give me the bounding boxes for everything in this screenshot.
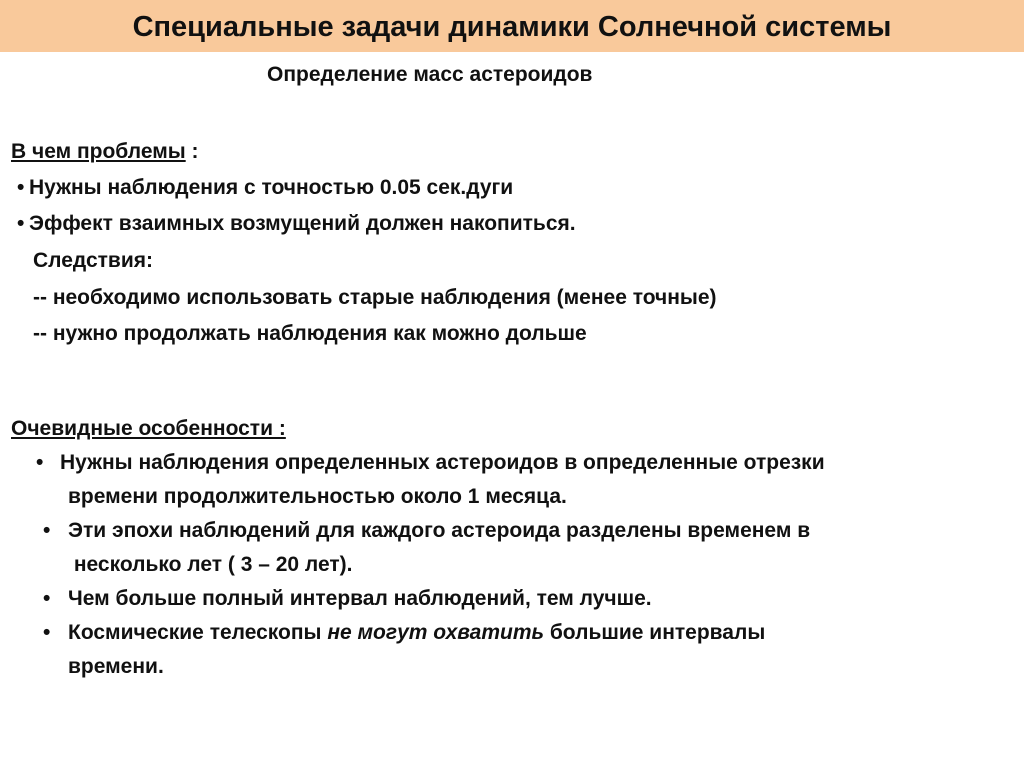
bullet-icon: • bbox=[43, 621, 51, 644]
problems-heading-colon: : bbox=[185, 140, 199, 163]
problems-heading bbox=[11, 139, 199, 165]
problem-item-text: Нужны наблюдения с точностью 0.05 сек.дуги bbox=[29, 176, 514, 199]
bullet-icon: • bbox=[17, 176, 25, 199]
problem-item bbox=[17, 175, 513, 201]
feature-item-continuation: времени продолжительностью около 1 месяца. bbox=[68, 485, 567, 508]
feature-item bbox=[36, 450, 825, 476]
consequence-item: -- необходимо использовать старые наблюдения (менее точные) bbox=[33, 286, 717, 309]
bullet-icon: • bbox=[36, 451, 44, 474]
bullet-icon: • bbox=[43, 587, 51, 610]
feature-item-continuation: несколько лет ( 3 – 20 лет). bbox=[68, 553, 353, 576]
slide-subtitle: Определение масс астероидов bbox=[267, 63, 593, 86]
feature-item-continuation: времени. bbox=[68, 655, 164, 678]
features-heading: Очевидные особенности : bbox=[11, 417, 286, 440]
problem-item bbox=[17, 211, 576, 237]
consequence-item: -- нужно продолжать наблюдения как можно дольше bbox=[33, 322, 587, 345]
consequences-label: Следствия: bbox=[33, 249, 153, 272]
slide-title: Специальные задачи динамики Солнечной системы bbox=[132, 11, 892, 43]
feature-item-text-tail: большие интервалы bbox=[544, 621, 766, 644]
bullet-icon: • bbox=[17, 212, 25, 235]
feature-item bbox=[43, 620, 765, 646]
title-bar bbox=[0, 0, 1024, 52]
feature-item-text: Эти эпохи наблюдений для каждого астероида разделены временем в bbox=[68, 519, 811, 542]
feature-item-text: Нужны наблюдения определенных астероидов в определенные отрезки bbox=[60, 451, 825, 474]
feature-item-text: Чем больше полный интервал наблюдений, тем лучше. bbox=[68, 587, 652, 610]
feature-item bbox=[43, 518, 810, 544]
problems-heading-label: В чем проблемы bbox=[11, 140, 186, 163]
feature-item bbox=[43, 586, 652, 612]
feature-item-text: Космические телескопы bbox=[68, 621, 328, 644]
feature-item-emphasis: не могут охватить bbox=[327, 621, 544, 644]
problem-item-text: Эффект взаимных возмущений должен накопиться. bbox=[29, 212, 576, 235]
bullet-icon: • bbox=[43, 519, 51, 542]
